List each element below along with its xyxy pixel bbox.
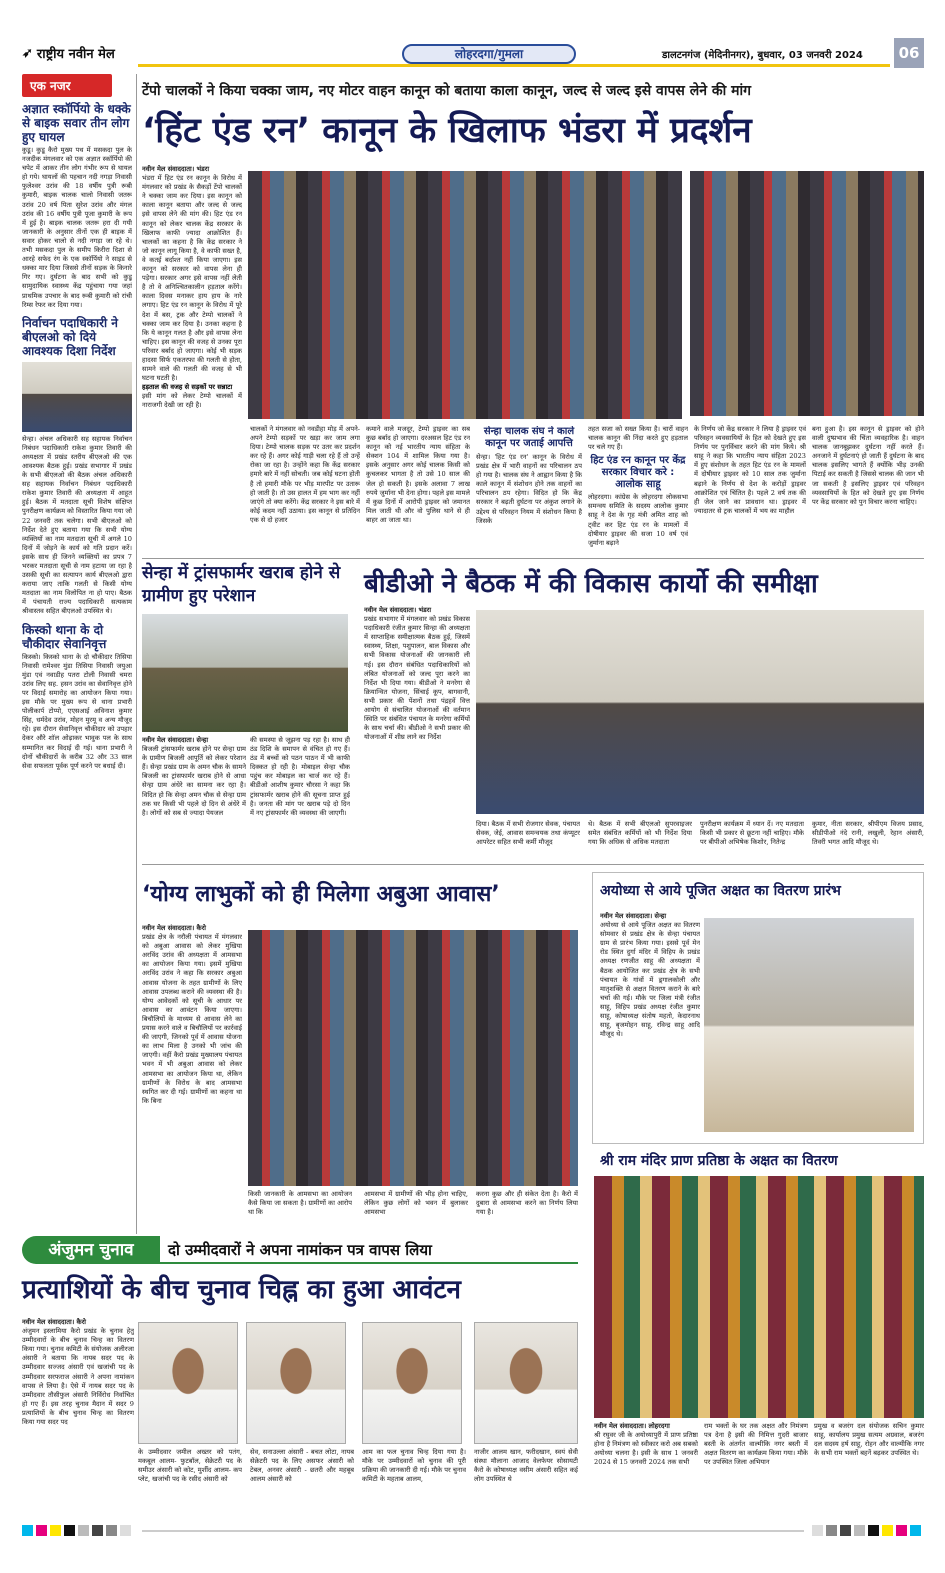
candidate-photo-4 (474, 1322, 578, 1444)
lead-col1 (142, 165, 242, 553)
ram-mandir-headline: श्री राम मंदिर प्राण प्रतिष्ठा के अक्षत का वितरण (600, 1153, 838, 1169)
anjuman-col1-text: अंजुमन इस्लामिया कैरो प्रखंड के चुनाव हेतु उम्मीदवारों के बीच चुनाव चिन्ह का वितरण किया गया। चुनाव कमिटी के संयोजक अलीरजा अंसारी ने बताया कि नायब सदर पद के उम्मीदवार सज्जद अंसारी एवं खजांची पद के उम्मीदवार सरफराज अंसारी ने अपना नामांकन वापस ले लिया है। ऐसे में नायब सदर पद के उम्मीदवार तौसीफुल अंसारी निर्विरोध निर्वाचित हो गए हैं। इस तरह चुनाव मैदान में सदर 9 प्रत्याशियों के बीच चुनाव चिन्ह का वितरण किया गया सदर पद (22, 1327, 134, 1427)
brand (22, 44, 202, 62)
lead-sidebar-head: सेन्हा चालक संघ ने काले कानून पर जताई आपत्ति (483, 426, 575, 449)
story1-headline: अज्ञात स्कॉर्पियो के धक्के से बाइक सवार तीन लोग हुए घायल (22, 102, 131, 144)
lead-byline: नवीन मेल संवाददाता। भंडरा (142, 165, 210, 173)
transformer-photo (142, 614, 348, 732)
lead-col2: चालकों ने मंगलवार को नवडीहा मोड़ में अपने-अपने टेम्पो सड़कों पर खड़ा कर जाम लगा दिया। टेम्पो चालक सड़क पर उतर कर प्रदर्शन कर रहे हैं। अगर कोई गाड़ी चला रहे हैं तो उन्हें रोका जा रहा है। उन्होंने कहा कि केंद्र सरकार हमारे बारे में नहीं सोचती। जब कोई घटना होती है तो हमारी मौके पर भीड़ मारपीट पर उतारू हो जाती है। तो उस हालत में हम भाग कर नहीं जाएंगे तो क्या करेंगे। केंद्र सरकार ने इस बारे में कोई कदम नहीं उठाया। इस कानून से प्रतिदिन एक से दो हजार (250, 425, 360, 524)
mid-rule (142, 864, 924, 865)
story2-body: सेन्हा। अंचल अधिकारी सह सहायक निर्वाचन निबंधन पदाधिकारी राकेश कुमार तिवारी की अध्यक्षता में प्रखंड स्तरीय बीएलओ की एक आवश्यक बैठक हुई। प्रखंड सभागार में प्रखंड के सभी बीएलओ की बैठक अंचल अधिकारी सह सहायक निर्वाचन निबंधन पदाधिकारी राकेश कुमार तिवारी की अध्यक्षता में आहूत हुई। बैठक में मतदाता सूची विशेष संक्षिप्त पुनरीक्षण कार्यक्रम को विस्तारित किया गया जो 22 जनवरी तक चलेगा। सभी बीएलओ को निर्देश देते हुए बताया गया कि सभी योग्य व्यक्तियों का नाम मतदाता सूची में अगले 10 दिनों में जोड़ने के कार्य को गति प्रदान करें। इसके साथ ही जिनने व्यक्तियों का प्रपत्र 7 भरकर मतदाता सूची से नाम हटाया जा रहा है उसकी सूची का सत्यापन कार्य बीएलओ द्वारा कराया जाए ताकि गलती से किसी योग्य मतदाता का नाम विलोपित ना हो पाए। बैठक में पंचायती राज्य पदाधिकारी सत्यकाम श्रीवास्तव सहित बीएलओ उपस्थित थे। (22, 434, 132, 616)
ayodhya-body-col (600, 912, 700, 1138)
lead-col5 (588, 425, 688, 553)
anjuman-col2: के उम्मीदवार जमील अख्तर को पतंग, मकबूल आलम- फुटबॉल, सेक्रेटरी पद के समीउर अंसारी को कोट, मुर्शीद आलम- कप प्लेट, खजांची पद के रसीद अंसारी को (138, 1448, 242, 1484)
lead-side-photo (690, 171, 924, 416)
anjuman-col1 (22, 1318, 134, 1516)
ayodhya-headline: अयोध्या से आये पूजित अक्षत का वितरण प्रारंभ (600, 883, 841, 899)
story1-body: कुडू़। कुडू़ कैरो मुख्य पथ में मसकदा पुल के नजदीक मंगलवार को एक अज्ञात स्कॉर्पियो की चपेट में आकर तीन लोग गंभीर रूप से घायल हो गये। घायलों की पहचान नदी नगड़ा निवासी फुलेश्वर उरांव की 18 वर्षीय पुत्री रूबी कुमारी, बाइक चालक चालो निवासी जतरू उरांव 20 वर्ष पिता सुरेश उरांव और मंगल उरांव की 16 वर्षीय पुत्री पूजा कुमारी के रूप में हुई है। बाइक चालक जतरू हरा दी गयी जानकारी के अनुसार तीनों एक ही बाइक में सवार होकर चालो से नदी नगड़ा जा रहे थे। तभी मसकदा पुल के समीप किरीरा दिशा से आरहे सफेद रंग के एक स्कॉर्पियो ने साइड से धक्का मार दिया जिससे तीनों सड़क के किनारे गिर गए। दुर्घटना के बाद सभी को कुडू़ सामुदायिक स्वास्थ्य केंद्र पहुंचाया गया जहां प्राथमिक उपचार के बाद रूबी कुमारी को रांची रिम्स रेफर कर दिया गया। (22, 146, 132, 309)
lead-headline: ‘हिंट एंड रन’ कानून के खिलाफ भंडरा में प्रदर्शन (142, 111, 752, 151)
bdo-col4: पुनरीक्षण कार्यक्रम में ध्यान दें। नए मतदाता किसी भी प्रकार से छूटना नहीं चाहिए। मौके पर बीपीओ अभिषेक किशोर, नितेन्द्र (700, 820, 804, 847)
anjuman-col4: आम का फल चुनाव चिन्ह दिया गया है। मौके पर उम्मीदवारों को चुनाव की पूरी प्रक्रिया की जानकारी दी गई। मौके पर चुनाव कमिटी के महताब आलम, (362, 1448, 466, 1484)
bdo-col1-text: प्रखंड सभागार में मंगलवार को प्रखंड विकास पदाधिकारी रंजीत कुमार सिन्हा की अध्यक्षता में साप्ताहिक समीक्षात्मक बैठक हुई, जिसमें स्वास्थ्य, शिक्षा, पशुपालन, बाल विकास और सभी विकास योजनाओं की जानकारी ली गई। इस दौरान संबंधित पदाधिकारियों को लंबित योजनाओं को जल्द पूरा करने का निर्देश भी दिया गया। बीडीओ ने मनरेगा से क्रियान्वित योजना, सिंचाई कूप, बागवानी, सभी प्रकार की पेंशनों तथा पंद्रहवें वित्त आयोग से संचालित योजनाओं की वर्तमान स्थिति पर संबंधित पंचायत के मनरेगा कर्मियों के साथ चर्चा की। बीडीओ ने सभी प्रकार की योजनाओं में शीघ्र लाने का निर्देश (364, 615, 470, 742)
transformer-headline: सेन्हा में ट्रांसफार्मर खराब होने से ग्रामीण हुए परेशान (142, 563, 341, 606)
bdo-col1 (364, 606, 470, 858)
left-column-rule (136, 74, 137, 1234)
ayodhya-byline: नवीन मेल संवाददाता। सेन्हा (600, 912, 667, 920)
ram-mandir-col1 (594, 1422, 698, 1516)
left-column (22, 74, 132, 1234)
lead-col3: कमाने वाले मजदूर, टेम्पो ड्राइवर का सब कुछ बर्बाद हो जाएगा। दरअसल हिट एंड रन कानून को नई भारतीय न्याय संहिता के सेक्शन 104 में शामिल किया गया है। इसके अनुसार अगर कोई चालक किसी को कुचलकर भागता है तो उसे 10 साल की जेल हो सकती है। इसके अलावा 7 लाख रुपये जुर्माना भी देना होगा। पहले इस मामले में कुछ दिनों में आरोपी ड्राइवर को जमानत मिल जाती थी और वो पुलिस थाने से ही बाहर आ जाता था। (366, 425, 470, 524)
abua-col3: आमसभा में ग्रामीणों की भीड़ होना चाहिए, लेकिन कुछ लोगों को भवन में बुलाकर आमसभा (364, 1190, 468, 1217)
story3-body: किस्को। किस्को थाना के दो चौकीदार तिसिया निवासी रामेश्वर मुंडा तिसिया निवासी जयुआ मुंडा एवं नवाडीह पतरा टोली निवासी चमरा उरांव लिए सह. हसन उरांव का सेवानिवृत्त होने पर विदाई समारोह का आयोजन किया गया। इस मौके पर मुख्य रूप से थाना प्रभारी पोलीकार्प टोप्पो, एएसआई अविनाश कुमार सिंह, धर्मदेव उरांव, मोहन मुरमू व अन्य मौजूद रहे। इस दौरान सेवानिवृत्त चौकीदार को उपहार देकर औरे शॉल ओढ़ाकर भावुक पल के साथ सम्मानित कर विदाई दी गई। थाना प्रभारी ने दोनों चौकीदारों के करीब 32 और 33 साल सेवा सफलता पूर्वक पूर्ण करने पर बधाई दी। (22, 652, 132, 770)
header-rule (138, 64, 890, 67)
lead-col1-subhead: हड़ताल की वजह से सड़कों पर सन्नाटा (142, 383, 233, 392)
printer-color-bar (22, 1525, 924, 1537)
transformer-col1-text: बिजली ट्रांसफार्मर खराब होने पर सेन्हा ग्राम के ग्रामीण बिजली आपूर्ति को लेकर परेशान हैं। सेन्हा प्रखंड ग्राम के अमन चौक के सामने बिजली का ट्रांसफार्मर खराब होने से आधा सेन्हा ग्राम अंधेरे का सामना कर रहा है। विदित हो कि सेन्हा अमन चौक से सेन्हा ग्राम तक घर किसी भी पहले दो दिन से अंधेरे में है। लोगों को सब से ज्यादा पेयजल (142, 745, 246, 817)
anjuman-banner-text: दो उम्मीदवारों ने अपना नामांकन पत्र वापस लिया (168, 1241, 432, 1259)
bdo-byline: नवीन मेल संवाददाता। भंडरा (364, 606, 432, 614)
ram-mandir-col2: राम भक्तों के घर तक अक्षत और निमंत्रण पत्र देना है इसी की निमित्त गुदरी बाजार बस्ती के अंतर्गत वाल्मीकि नगर बस्ती में अक्षत वितरण का कार्यक्रम किया गया। मौके पर उपस्थित जिला अभियान (704, 1422, 808, 1467)
ayodhya-body: अयोध्या से आये पूजित अक्षत का वितरण सोमवार से प्रखंड क्षेत्र के सेन्हा पंचायत ग्राम से प्रारंभ किया गया। इससे पूर्व मेन रोड स्थित दुर्गा मंदिर में विहिप के प्रखंड अध्यक्ष रणजीत साहू की अध्यक्षता में बैठक आयोजित कर प्रखंड क्षेत्र के सभी पंचायत के गांवों में ढ़्गालकोली और मातृशक्ति से अक्षत वितरण कराने के बारे चर्चा की गई। मौके पर जिला मंत्री रंजीत साहू, विहिप प्रखंड अध्यक्ष रंजीत कुमार साहू, कोषाध्यक्ष संतोष महतो, केदारनाथ साहू, बृजमोहन साहू, रविन्द्र साहू आदि मौजूद थे। (600, 921, 700, 1039)
lead-col1-tail: इसी मांग को लेकर टेम्पो चालकों में नाराजगी देखी जा रही है। (142, 392, 242, 410)
lead-col7: बना हुआ है। इस कानून से ड्राइवर को होने वाली दुष्प्रभाव की चिंता व्यवहारिक है। वाहन चालक जानबूझकर दुर्घटना नहीं करते हैं। अनजाने में दुर्घटनाएं हो जाती हैं दुर्घटना के बाद चालक इसलिए भागते हैं क्योंकि भीड़ उनकी पिटाई कर सकती है जिससे चालक की जान भी जा सकती है इसलिए ड्राइवर एवं परिवहन व्यवसायियों के हित को देखते हुए इस निर्णय पर केंद्र सरकार को पुन विचार करना चाहिए। (812, 425, 924, 506)
candidate-photo-1 (138, 1322, 238, 1444)
bird-logo-icon: ➶ (22, 45, 33, 61)
lead-bottom-rule (142, 558, 924, 559)
abua-byline: नवीन मेल संवाददाता। कैरो (142, 924, 206, 932)
anjuman-rule (160, 1262, 578, 1264)
transformer-col1 (142, 736, 246, 856)
lead-col5-tail: लोहरदगा। कांग्रेस के लोहरदगा लोकसभा समन्वय समिति के सदस्य आलोक कुमार साहू ने देश के गृह मंत्री अमित शाह को ट्वीट कर हिट एंड रन के मामलों में दोषीयार ड्राइवर की सजा 10 वर्ष एवं जुर्माना बढ़ाने (588, 493, 688, 547)
anjuman-col3: सेव, सनाउल्ला अंसारी - बचत लोटा, नायब सेक्रेटरी पद के लिए असफर अंसारी को टेबल, अनवर अंसारी - छतरी और महबूब आलम अंसारी को (250, 1448, 354, 1484)
anjuman-headline: प्रत्याशियों के बीच चुनाव चिह्न का हुआ आवंटन (22, 1275, 461, 1305)
candidate-photo-3 (362, 1322, 462, 1444)
lead-col1-text: भंडरा में हिट एंड रन कानून के विरोध में मंगलवार को प्रखंड के सैकड़ों टेंपो चालकों ने चक्का जाम कर दिया। इस कानून को काला कानून बताया और जल्द से जल्द इसे वापस लेने की मांग की। हिट एंड रन कानून को लेकर चालक केंद्र सरकार के खिलाफ काफी ज्यादा आक्रोशित हैं। चालकों का कहना है कि केंद्र सरकार ने जो कानून लागू किया है, वे काफी सख्त है, वे कतई बर्दाश्त नहीं किया जाएगा। इस कानून को सरकार को वापस लेना ही पड़ेगा। सरकार अगर इसे वापस नहीं लेती है तो वे अनिश्चितकालीन हड़ताल करेंगे। काला दिवस मनाकर हाय हाय के नारे लगाए। हिट एंड रन कानून के विरोध में पूरे देश में बस, ट्रक और टेम्पो चालकों ने चक्का जाम कर दिया है। उनका कहना है कि ये कानून गलत है और इसे वापस लेना चाहिए। इस कानून की वजह से उनका पूरा परिवार बर्बाद हो जाएगा। कोई भी सड़क हादसा सिर्फ एकतरफा की गलती से होता, सामने वाले की गलती की वजह से भी घटना घटती है। (142, 174, 242, 383)
lead-col4-text: सेन्हा। 'हिट एंड रन' कानून के विरोध में प्रखंड क्षेत्र में भारी वाहनों का परिचालन ठप हो गया है। चालक संघ ने आह्वान किया है कि काले कानून में संशोधन होने तक वाहनों का परिचालन ठप रहेगा। विदित हो कि केंद्र सरकार ने बढ़ती दुर्घटना पर अंकुश लगाने के उद्देश्य से परिवहन नियम में संशोधन किया है जिसके (476, 453, 582, 525)
transformer-col2: की समस्या से जूझना पड़ रहा है। साथ ही ठंड दिशि के समापन से वंचित हो गए हैं। ठंड में बच्चों को पठन पाठन में भी काफी दिक्कत हो रही है। मोबाइल सेन्हा चौक पहुंच कर मोबाइल का चार्ज कर रहे हैं। बीडीओ आशीष कुमार चौरसा ने कहा कि ट्रांसफार्मर खराब होने की सूचना प्राप्त हुई है। जनता की मांग पर खराब पड़े दो दिन में नए ट्रांसफार्मर की व्यवस्था की जाएगी। (250, 736, 350, 817)
abua-col1-text: प्रखंड क्षेत्र के नरौली पंचायत में मंगलवार को अबुआ आवास को लेकर मुखिया अरविंद उरांव की अध्यक्षता में आमसभा का आयोजन किया गया। इसमें मुखिया अरविंद उरांव ने कहा कि सरकार अबुआ आवास योजना के तहत ग्रामीणों के लिए आवास उपलब्ध कराने की व्यवस्था की है। योग्य आवेदकों को सूची के आधार पर आवास का आवंटन किया जाएगा। बिचौलियों के माध्यम से आवास लेने का प्रयास करने वाले व बिचौलियों पर कार्रवाई की जाएगी, जिनको पूर्व में आवास योजना का लाभ मिला है उनको भी जांच की जाएगी। वहीं कैरो प्रखंड मुख्यालय पंचायत भवन में भी अबुआ आवास को लेकर आमसभा का आयोजन किया था, लेकिन ग्रामीणों के विरोध के बाद आमसभा स्थगित कर दी गई। ग्रामीणों का कहना था कि बिना (142, 933, 242, 1105)
bdo-meeting-photo (476, 610, 924, 814)
story2-headline: निर्वाचन पदाधिकारी ने बीएलओ को दिये आवश्यक दिशा निर्देश (22, 315, 118, 358)
color-bar-line (142, 1530, 804, 1532)
brand-name: राष्ट्रीय नवीन मेल (36, 47, 115, 62)
ram-mandir-photo (594, 1176, 924, 1418)
ram-mandir-byline: नवीन मेल संवाददाता। लोहरदगा (594, 1422, 670, 1430)
color-bar-right (812, 1525, 924, 1537)
bdo-col5: कुमार, नीता सरकार, श्रीपीएम विजय प्रसाद, सीडीपीओ नंदे रानी, लखुली, रेहान अंसारी, तिवरी भगत आदि मौजूद थे। (812, 820, 924, 847)
lead-col4 (476, 426, 582, 554)
color-bar-left (22, 1525, 134, 1537)
lead-col5-head: हिट एंड रन कानून पर केंद्र सरकार विचार करे : आलोक साहू (590, 455, 686, 491)
story3-headline: किस्को थाना के दो चौकीदार सेवानिवृत्त (22, 622, 107, 651)
dateline: डालटनगंज (मेदिनीनगर), बुधवार, 03 जनवरी 2024 (662, 50, 863, 61)
abua-headline: ‘योग्य लाभुकों को ही मिलेगा अबुआ आवास’ (142, 882, 500, 907)
lead-subheadline: टेंपो चालकों ने किया चक्का जाम, नए मोटर वाहन कानून को बताया काला कानून, जल्द से जल्द इसे वापस लेने की मांग (142, 83, 752, 99)
ek-nazar-tag: एक नजर (22, 74, 112, 97)
abua-col2: किसी जानकारी के आमसभा का आयोजन कैसे किया जा सकता है। ग्रामीणों का आरोप था कि (248, 1190, 352, 1217)
lead-col5-text: तहत सजा को सख्त किया है। चारों वाहन चालक कानून की निंदा करते हुए हड़ताल पर चले गए हैं। (588, 425, 688, 452)
story2-photo (22, 362, 132, 432)
page-number: 06 (894, 38, 924, 68)
ayodhya-photo (704, 918, 914, 1132)
abua-col4: करना कुछ और ही संकेत देता है। कैरो में दुबारा से आमसभा करने का निर्णय लिया गया है। (476, 1190, 578, 1217)
anjuman-tag: अंजुमन चुनाव (22, 1236, 160, 1264)
bdo-headline: बीडीओ ने बैठक में की विकास कार्यो की समीक्षा (364, 569, 818, 599)
lead-protest-photo (248, 171, 682, 419)
anjuman-byline: नवीन मेल संवाददाता। कैरो (22, 1318, 86, 1326)
section-tag: लोहरदगा/गुमला (402, 44, 576, 64)
ram-mandir-col1-text: श्री रघुवर जी के अयोध्यापुरी में प्राण प्रतिष्ठा होना है निमंत्रण को स्वीकार करो अब सबको अयोध्या चलना है। इसी के साथ 1 जनवरी 2024 से 15 जनवरी 2024 तक सभी (594, 1431, 698, 1467)
anjuman-col5: नाजीर आलम खान, फरीदखान, स्वयं सेवी संस्था मौलाना आजाद वेलफेयर सोसायटी कैरो के कोषाध्यक्ष वसीम अंसारी सहित कई लोग उपस्थित थे (474, 1448, 578, 1484)
abua-gathering-photo (248, 930, 578, 1186)
bdo-col3: थे। बैठक में सभी बीएलओ सुपरवाइजर समेत संबंधित कर्मियों को भी निर्देश दिया गया कि अधिक से अधिक मतदाता (588, 820, 692, 847)
anjuman-banner (22, 1236, 578, 1264)
bdo-col2: दिया। बैठक में सभी रोजगार सेवक, पंचायत सेवक, जेई, आवास समन्वयक तथा कंप्यूटर आपरेटर सहित सभी कर्मी मौजूद (476, 820, 580, 847)
transformer-byline: नवीन मेल संवाददाता। सेन्हा (142, 736, 209, 744)
abua-col1 (142, 924, 242, 1226)
candidate-photo-2 (246, 1322, 346, 1444)
ram-mandir-col3: प्रमुख व बजरंग दल संयोजक सचिन कुमार साहू, कार्यालय प्रमुख सत्यम अग्रवाल, बजरंग दल सदस्य हर्ष साहू, रोहन और वाल्मीकि नगर के सभी राम भक्तों बहनें बढ़कर उपस्थित थे। (814, 1422, 924, 1458)
lead-col6: के निर्णय जो केंद्र सरकार ने लिया है ड्राइवर एवं परिवहन व्यवसायियों के हित को देखते हुए इस निर्णय पर पुनर्विचार करने की मांग किये। श्री साहू ने कहा कि भारतीय न्याय संहिता 2023 में हुए संशोधन के तहत हिट एंड रन के मामलों में दोषीयार ड्राइवर को 10 साल तक जुर्माना बढ़ाने के निर्णय से देश के करोड़ों ड्राइवर आक्रोशित एवं चिंतित है। पहले 2 वर्ष तक की ही जेल जाने का प्रावधान था। ड्राइवर में ज्यादातर से ट्रक चालकों में भय का माहौल (694, 425, 806, 515)
